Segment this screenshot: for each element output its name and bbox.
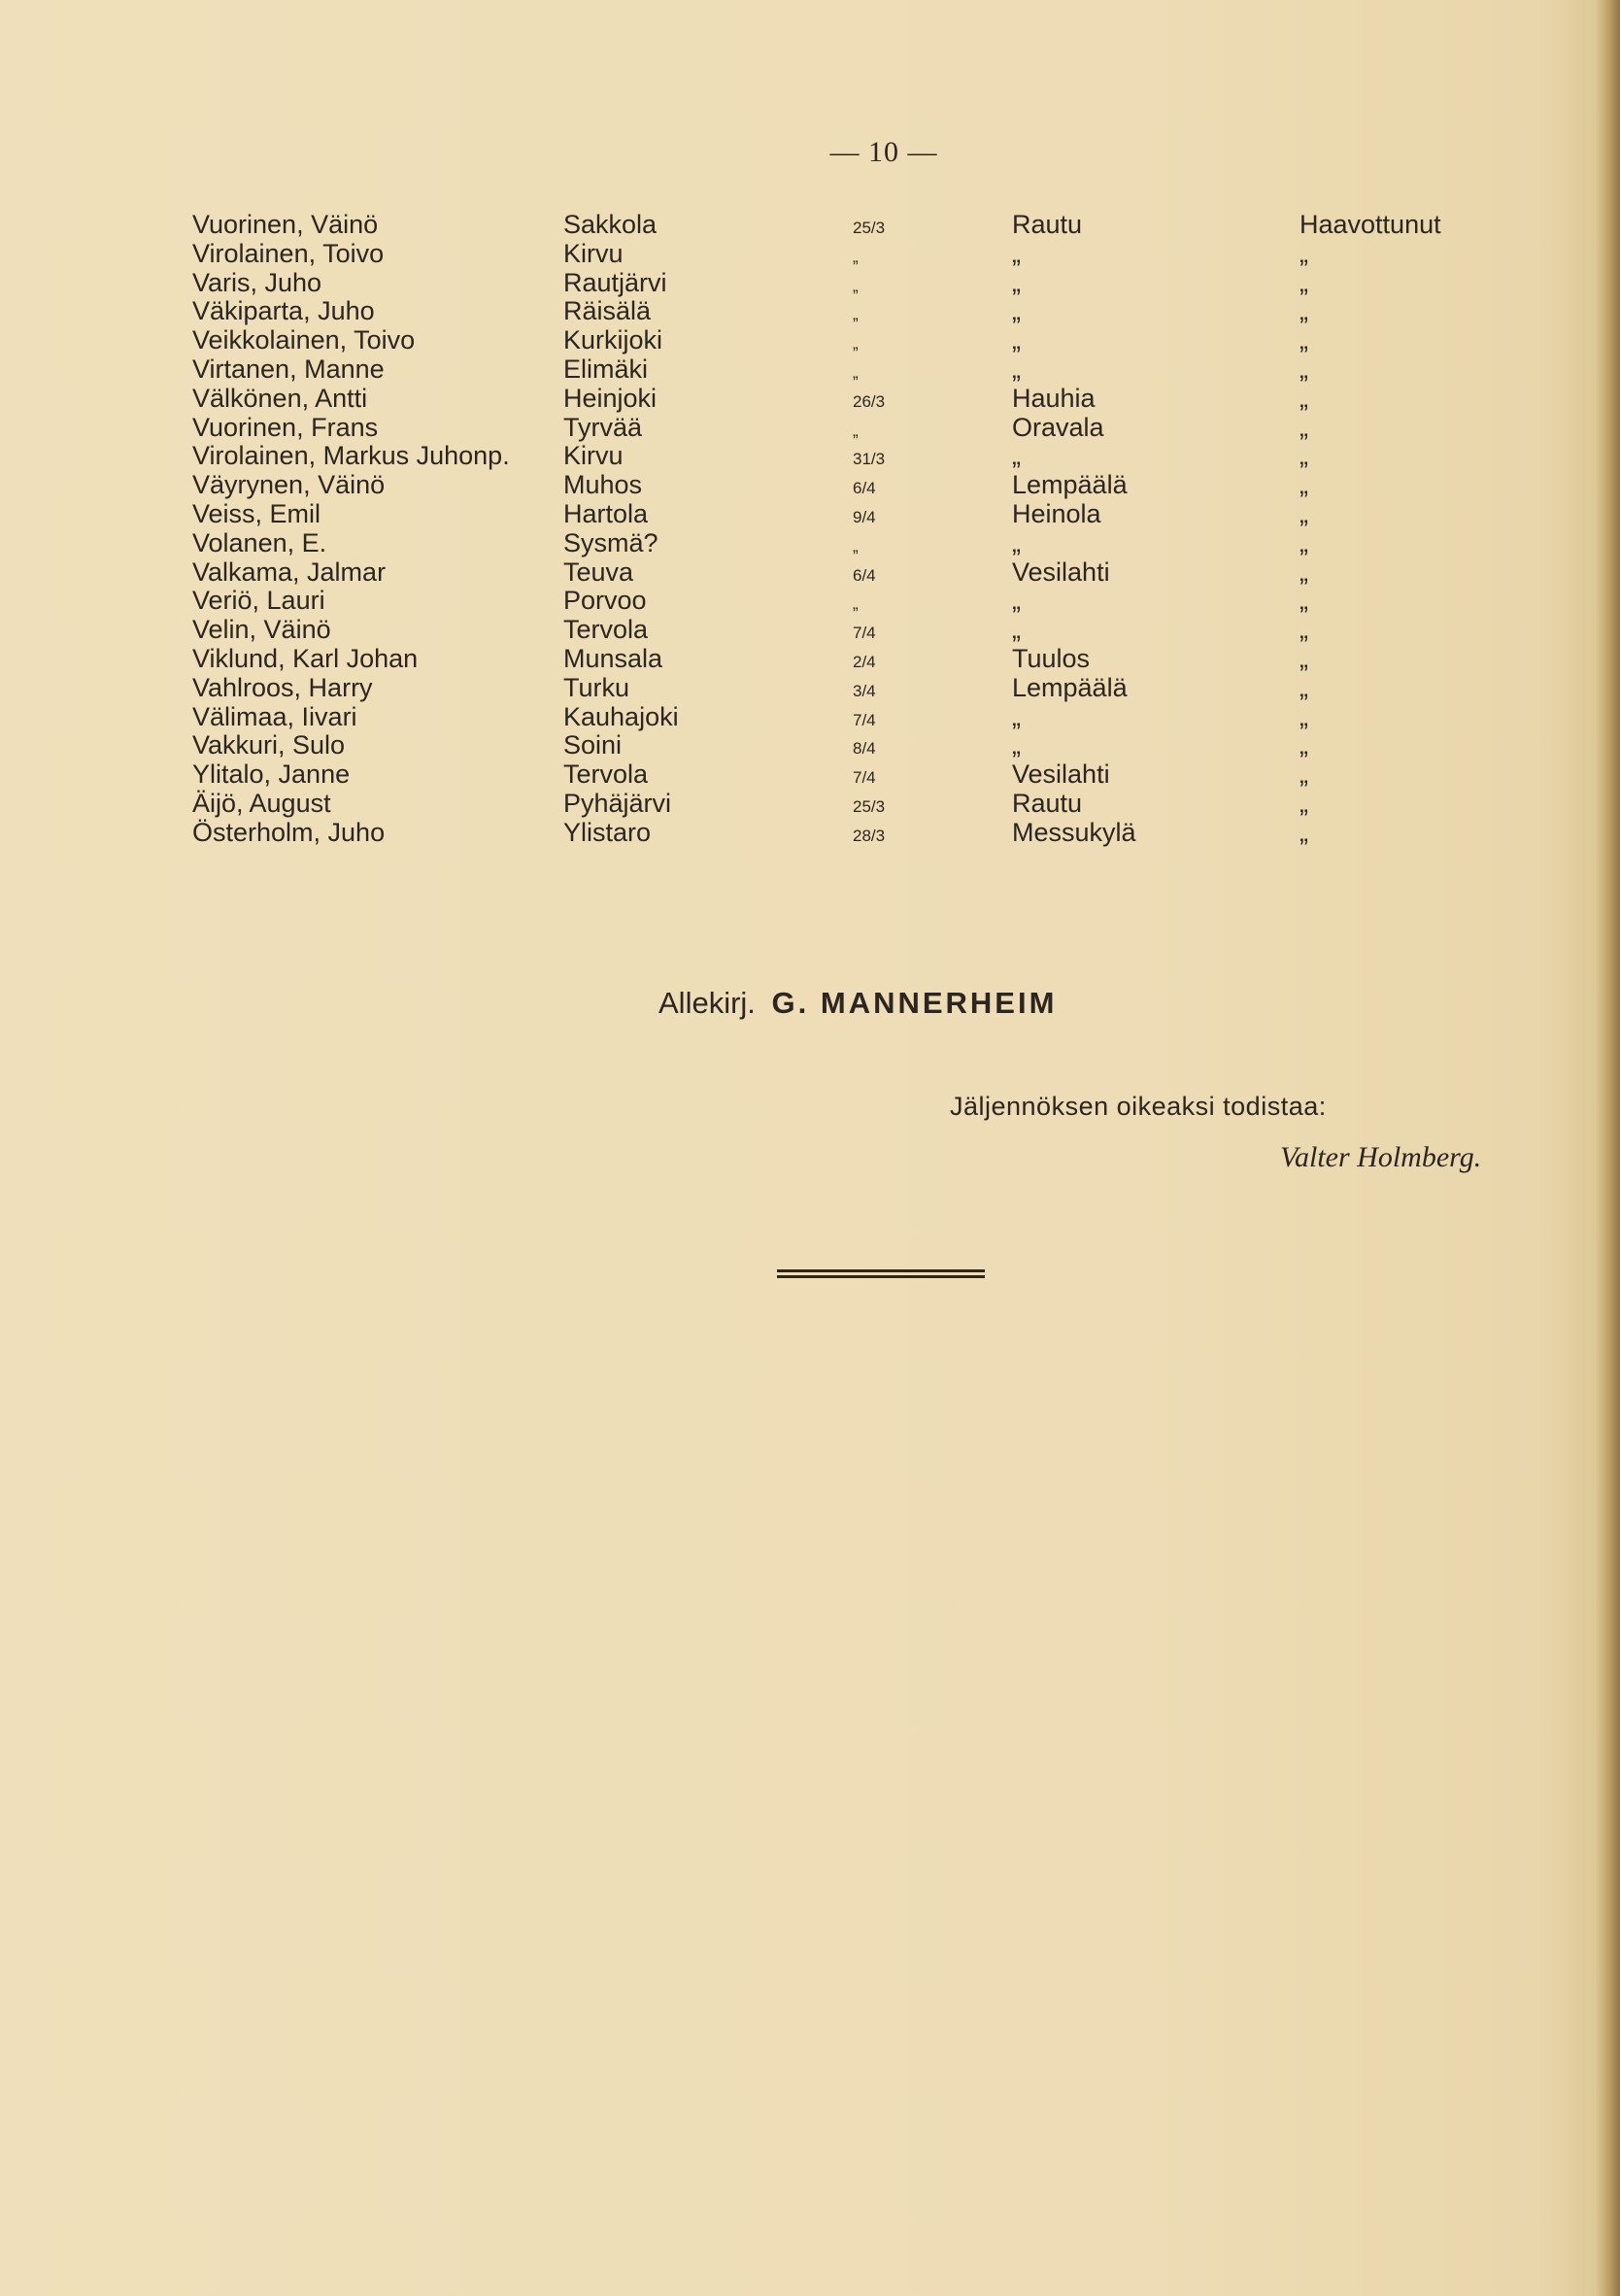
row-date: „ — [853, 421, 859, 440]
row-name: Vakkuri, Sulo — [192, 730, 346, 760]
certification-text: Jäljennöksen oikeaksi todistaa: — [950, 1092, 1327, 1121]
row-status: „ — [1299, 441, 1308, 471]
row-home: Muhos — [563, 470, 643, 500]
list-item — [0, 470, 1620, 499]
row-name: Virolainen, Toivo — [192, 238, 385, 268]
row-status: „ — [1299, 817, 1308, 847]
row-date: „ — [853, 305, 859, 324]
end-rule-bottom — [777, 1275, 985, 1278]
row-date: 6/4 — [853, 479, 876, 498]
row-date: 26/3 — [853, 391, 886, 411]
row-status: „ — [1299, 788, 1308, 818]
row-status: „ — [1299, 412, 1308, 442]
row-name: Veiss, Emil — [192, 498, 321, 528]
row-home: Hartola — [563, 498, 649, 528]
row-date: 9/4 — [853, 507, 876, 526]
row-place: Hauhia — [1012, 383, 1096, 413]
row-place: „ — [1012, 527, 1021, 557]
row-name: Vahlroos, Harry — [192, 672, 373, 702]
row-place: Vesilahti — [1012, 760, 1110, 790]
list-item — [0, 673, 1620, 702]
row-home: Tyrvää — [563, 412, 643, 442]
row-place: Messukylä — [1012, 817, 1136, 847]
row-date: 7/4 — [853, 624, 876, 643]
row-status: „ — [1299, 296, 1308, 326]
row-home: Teuva — [563, 557, 634, 587]
page-number: — 10 — — [829, 136, 938, 168]
row-home: Elimäki — [563, 354, 649, 384]
row-status: „ — [1299, 643, 1308, 673]
row-home: Tervola — [563, 760, 649, 790]
list-item — [0, 557, 1620, 587]
row-home: Pyhäjärvi — [563, 788, 672, 818]
row-status: „ — [1299, 615, 1308, 645]
row-date: „ — [853, 247, 859, 266]
row-name: Velin, Väinö — [192, 615, 331, 645]
row-home: Munsala — [563, 643, 663, 673]
row-home: Heinjoki — [563, 383, 658, 413]
row-home: Sakkola — [563, 210, 658, 239]
row-name: Väkiparta, Juho — [192, 296, 375, 326]
list-item — [0, 239, 1620, 268]
row-name: Veikkolainen, Toivo — [192, 325, 416, 355]
row-date: 3/4 — [853, 681, 876, 700]
row-status: „ — [1299, 267, 1308, 297]
row-home: Porvoo — [563, 586, 647, 616]
row-status: „ — [1299, 470, 1308, 500]
signature-prefix: Allekirj. — [658, 986, 756, 1020]
row-name: Ylitalo, Janne — [192, 760, 351, 790]
row-name: Österholm, Juho — [192, 817, 386, 847]
row-place: „ — [1012, 267, 1021, 297]
list-item — [0, 413, 1620, 442]
list-item — [0, 760, 1620, 789]
row-status: „ — [1299, 527, 1308, 557]
row-status: „ — [1299, 383, 1308, 413]
row-name: Väyrynen, Väinö — [192, 470, 386, 500]
row-place: „ — [1012, 238, 1021, 268]
row-home: Rautjärvi — [563, 267, 667, 297]
signature-line — [658, 986, 1057, 1021]
row-date: 7/4 — [853, 768, 876, 788]
list-item — [0, 789, 1620, 818]
row-status: „ — [1299, 760, 1308, 790]
row-home: Turku — [563, 672, 630, 702]
row-date: „ — [853, 334, 859, 354]
row-status: Haavottunut — [1299, 210, 1441, 239]
row-place: „ — [1012, 701, 1021, 731]
row-status: „ — [1299, 498, 1308, 528]
row-date: „ — [853, 276, 859, 295]
list-item — [0, 355, 1620, 384]
row-name: Volanen, E. — [192, 527, 327, 557]
row-name: Äijö, August — [192, 788, 331, 818]
list-item — [0, 730, 1620, 760]
row-home: Räisälä — [563, 296, 652, 326]
row-name: Virtanen, Manne — [192, 354, 385, 384]
list-item — [0, 644, 1620, 673]
row-date: 25/3 — [853, 796, 886, 816]
casualty-list — [0, 210, 1620, 847]
row-place: Lempäälä — [1012, 672, 1128, 702]
row-status: „ — [1299, 325, 1308, 355]
row-place: „ — [1012, 441, 1021, 471]
row-home: Tervola — [563, 615, 649, 645]
list-item — [0, 702, 1620, 731]
row-name: Valkama, Jalmar — [192, 557, 387, 587]
row-home: Ylistaro — [563, 817, 652, 847]
row-date: 6/4 — [853, 565, 876, 585]
row-date: 2/4 — [853, 652, 876, 671]
row-status: „ — [1299, 730, 1308, 760]
list-item — [0, 210, 1620, 239]
row-place: Tuulos — [1012, 643, 1091, 673]
list-item — [0, 296, 1620, 325]
row-place: „ — [1012, 730, 1021, 760]
row-place: „ — [1012, 325, 1021, 355]
row-status: „ — [1299, 701, 1308, 731]
row-name: Veriö, Lauri — [192, 586, 325, 616]
row-name: Varis, Juho — [192, 267, 322, 297]
row-name: Vuorinen, Väinö — [192, 210, 379, 239]
row-date: 25/3 — [853, 219, 886, 237]
list-item — [0, 528, 1620, 557]
row-place: Lempäälä — [1012, 470, 1128, 500]
row-home: Sysmä? — [563, 527, 658, 557]
row-status: „ — [1299, 354, 1308, 384]
list-item — [0, 325, 1620, 355]
row-place: „ — [1012, 354, 1021, 384]
row-home: Kauhajoki — [563, 701, 679, 731]
row-date: 28/3 — [853, 826, 886, 845]
row-place: Rautu — [1012, 788, 1083, 818]
row-date: „ — [853, 536, 859, 556]
row-status: „ — [1299, 672, 1308, 702]
row-place: Heinola — [1012, 498, 1101, 528]
row-home: Kirvu — [563, 238, 624, 268]
end-rule-top — [777, 1269, 985, 1272]
row-date: 7/4 — [853, 710, 876, 729]
row-place: Vesilahti — [1012, 557, 1110, 587]
list-item — [0, 268, 1620, 297]
list-item — [0, 441, 1620, 470]
row-date: „ — [853, 362, 859, 382]
row-place: Rautu — [1012, 210, 1083, 239]
row-status: „ — [1299, 586, 1308, 616]
signature-name: G. MANNERHEIM — [771, 986, 1058, 1020]
row-place: „ — [1012, 615, 1021, 645]
row-name: Virolainen, Markus Juhonp. — [192, 441, 510, 471]
row-status: „ — [1299, 238, 1308, 268]
row-place: „ — [1012, 586, 1021, 616]
list-item — [0, 384, 1620, 413]
row-home: Soini — [563, 730, 623, 760]
row-home: Kirvu — [563, 441, 624, 471]
row-name: Viklund, Karl Johan — [192, 643, 419, 673]
row-home: Kurkijoki — [563, 325, 663, 355]
list-item — [0, 586, 1620, 615]
row-status: „ — [1299, 557, 1308, 587]
row-name: Välimaa, Iivari — [192, 701, 357, 731]
row-name: Vuorinen, Frans — [192, 412, 379, 442]
row-date: 31/3 — [853, 450, 886, 469]
list-item — [0, 499, 1620, 528]
list-item — [0, 818, 1620, 847]
row-place: Oravala — [1012, 412, 1104, 442]
certifier-name: Valter Holmberg. — [1280, 1141, 1482, 1173]
row-date: 8/4 — [853, 739, 876, 759]
row-name: Välkönen, Antti — [192, 383, 368, 413]
row-place: „ — [1012, 296, 1021, 326]
row-date: „ — [853, 594, 859, 614]
list-item — [0, 615, 1620, 644]
